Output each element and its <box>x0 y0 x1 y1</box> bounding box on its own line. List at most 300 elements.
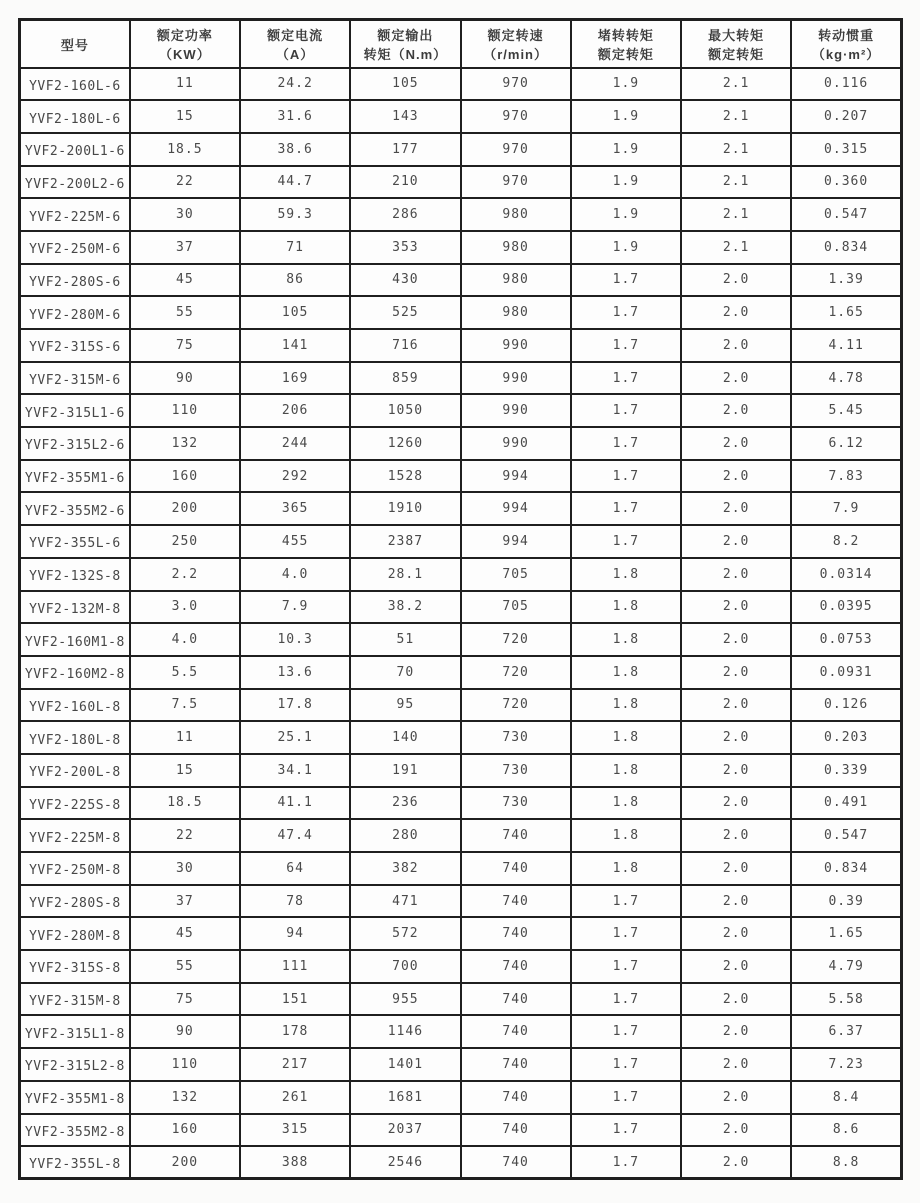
value-cell-locked-rotor-torque-to-rated-torque: 1.8 <box>571 754 681 787</box>
value-cell-rated-speed: 720 <box>461 689 571 722</box>
model-cell <box>20 362 130 395</box>
value-cell-max-torque-to-rated-torque: 2.0 <box>681 296 791 329</box>
value-cell-max-torque-to-rated-torque: 2.0 <box>681 1081 791 1114</box>
value-cell-rated-power: 18.5 <box>130 787 240 820</box>
value-cell-rated-output-torque: 286 <box>350 198 460 231</box>
value-cell-rated-power: 3.0 <box>130 591 240 624</box>
model-cell <box>20 68 130 101</box>
value-cell-locked-rotor-torque-to-rated-torque: 1.7 <box>571 983 681 1016</box>
value-cell-max-torque-to-rated-torque: 2.0 <box>681 492 791 525</box>
value-cell-rated-speed: 740 <box>461 950 571 983</box>
header-label-line: 额定功率 <box>156 28 213 44</box>
model-number: YVF2-200L2-6 <box>24 176 125 192</box>
value-cell-rated-speed: 994 <box>461 525 571 558</box>
value-cell-rated-power: 110 <box>130 1048 240 1081</box>
model-number: YVF2-160M2-8 <box>24 667 125 683</box>
table-row <box>20 362 902 395</box>
model-number: YVF2-160L-8 <box>29 699 121 715</box>
value-cell-rotational-inertia: 1.65 <box>791 296 901 329</box>
model-number: YVF2-200L1-6 <box>24 144 125 160</box>
value-cell-rated-current: 38.6 <box>240 133 350 166</box>
value-cell-locked-rotor-torque-to-rated-torque: 1.9 <box>571 166 681 199</box>
value-cell-rated-power: 30 <box>130 198 240 231</box>
table-row <box>20 623 902 656</box>
value-cell-rated-output-torque: 1528 <box>350 460 460 493</box>
value-cell-rated-power: 15 <box>130 100 240 133</box>
header-label-line: 额定转矩 <box>708 47 765 63</box>
model-cell <box>20 983 130 1016</box>
value-cell-rated-output-torque: 2037 <box>350 1114 460 1147</box>
value-cell-rated-output-torque: 1401 <box>350 1048 460 1081</box>
value-cell-rotational-inertia: 4.78 <box>791 362 901 395</box>
value-cell-rated-speed: 970 <box>461 100 571 133</box>
table-row <box>20 689 902 722</box>
value-cell-rated-output-torque: 572 <box>350 917 460 950</box>
value-cell-locked-rotor-torque-to-rated-torque: 1.7 <box>571 1048 681 1081</box>
model-number: YVF2-280S-6 <box>29 274 121 290</box>
value-cell-rated-output-torque: 236 <box>350 787 460 820</box>
value-cell-rated-output-torque: 2387 <box>350 525 460 558</box>
value-cell-max-torque-to-rated-torque: 2.0 <box>681 819 791 852</box>
value-cell-rated-current: 169 <box>240 362 350 395</box>
value-cell-rotational-inertia: 0.491 <box>791 787 901 820</box>
value-cell-rated-power: 75 <box>130 983 240 1016</box>
model-number: YVF2-280S-8 <box>29 896 121 912</box>
model-number: YVF2-355M1-6 <box>24 471 125 487</box>
value-cell-rated-current: 455 <box>240 525 350 558</box>
model-number: YVF2-355M1-8 <box>24 1092 125 1108</box>
value-cell-rated-current: 7.9 <box>240 591 350 624</box>
model-number: YVF2-355L-6 <box>29 536 121 552</box>
value-cell-rated-output-torque: 716 <box>350 329 460 362</box>
value-cell-rated-output-torque: 1050 <box>350 394 460 427</box>
value-cell-rated-output-torque: 177 <box>350 133 460 166</box>
value-cell-rated-speed: 720 <box>461 656 571 689</box>
table-row <box>20 329 902 362</box>
model-number: YVF2-315M-6 <box>29 373 121 389</box>
value-cell-rated-power: 4.0 <box>130 623 240 656</box>
model-number: YVF2-225M-8 <box>29 830 121 846</box>
value-cell-locked-rotor-torque-to-rated-torque: 1.7 <box>571 885 681 918</box>
value-cell-rated-power: 11 <box>130 721 240 754</box>
value-cell-rated-power: 37 <box>130 885 240 918</box>
value-cell-rated-power: 22 <box>130 166 240 199</box>
header-label-line: 额定电流 <box>267 28 324 44</box>
value-cell-locked-rotor-torque-to-rated-torque: 1.9 <box>571 231 681 264</box>
value-cell-rated-current: 292 <box>240 460 350 493</box>
value-cell-rated-power: 45 <box>130 264 240 297</box>
value-cell-locked-rotor-torque-to-rated-torque: 1.7 <box>571 917 681 950</box>
table-row <box>20 68 902 101</box>
value-cell-rated-current: 25.1 <box>240 721 350 754</box>
model-number: YVF2-315S-6 <box>29 340 121 356</box>
value-cell-rated-current: 315 <box>240 1114 350 1147</box>
value-cell-rated-current: 13.6 <box>240 656 350 689</box>
value-cell-locked-rotor-torque-to-rated-torque: 1.9 <box>571 198 681 231</box>
model-number: YVF2-355M2-8 <box>24 1124 125 1140</box>
value-cell-rated-output-torque: 955 <box>350 983 460 1016</box>
value-cell-rotational-inertia: 5.58 <box>791 983 901 1016</box>
value-cell-rated-current: 111 <box>240 950 350 983</box>
model-number: YVF2-225S-8 <box>29 797 121 813</box>
value-cell-max-torque-to-rated-torque: 2.0 <box>681 754 791 787</box>
value-cell-rotational-inertia: 8.8 <box>791 1146 901 1179</box>
value-cell-locked-rotor-torque-to-rated-torque: 1.7 <box>571 296 681 329</box>
value-cell-rotational-inertia: 0.203 <box>791 721 901 754</box>
table-row <box>20 591 902 624</box>
model-number: YVF2-250M-6 <box>29 242 121 258</box>
model-number: YVF2-315S-8 <box>29 961 121 977</box>
value-cell-rotational-inertia: 7.23 <box>791 1048 901 1081</box>
model-number: YVF2-315L2-8 <box>24 1059 125 1075</box>
column-header-locked-rotor-torque-to-rated-torque <box>571 20 681 68</box>
model-cell <box>20 656 130 689</box>
value-cell-rated-current: 24.2 <box>240 68 350 101</box>
value-cell-rotational-inertia: 8.2 <box>791 525 901 558</box>
value-cell-max-torque-to-rated-torque: 2.0 <box>681 460 791 493</box>
table-row <box>20 1048 902 1081</box>
table-row <box>20 296 902 329</box>
value-cell-rated-power: 37 <box>130 231 240 264</box>
model-cell <box>20 689 130 722</box>
value-cell-rated-speed: 720 <box>461 623 571 656</box>
column-header-rated-power <box>130 20 240 68</box>
value-cell-locked-rotor-torque-to-rated-torque: 1.8 <box>571 689 681 722</box>
model-number: YVF2-315L1-6 <box>24 405 125 421</box>
value-cell-rated-current: 41.1 <box>240 787 350 820</box>
value-cell-max-torque-to-rated-torque: 2.0 <box>681 917 791 950</box>
value-cell-locked-rotor-torque-to-rated-torque: 1.7 <box>571 1146 681 1179</box>
value-cell-max-torque-to-rated-torque: 2.0 <box>681 656 791 689</box>
value-cell-max-torque-to-rated-torque: 2.0 <box>681 787 791 820</box>
value-cell-rated-power: 250 <box>130 525 240 558</box>
value-cell-rated-power: 11 <box>130 68 240 101</box>
value-cell-rated-speed: 740 <box>461 1048 571 1081</box>
value-cell-rotational-inertia: 6.37 <box>791 1015 901 1048</box>
model-cell <box>20 296 130 329</box>
value-cell-locked-rotor-torque-to-rated-torque: 1.9 <box>571 133 681 166</box>
value-cell-max-torque-to-rated-torque: 2.0 <box>681 394 791 427</box>
value-cell-locked-rotor-torque-to-rated-torque: 1.7 <box>571 427 681 460</box>
value-cell-rated-output-torque: 95 <box>350 689 460 722</box>
value-cell-rated-output-torque: 70 <box>350 656 460 689</box>
value-cell-rated-power: 132 <box>130 427 240 460</box>
value-cell-rated-speed: 705 <box>461 558 571 591</box>
value-cell-rated-current: 105 <box>240 296 350 329</box>
value-cell-rotational-inertia: 0.39 <box>791 885 901 918</box>
value-cell-rotational-inertia: 0.0395 <box>791 591 901 624</box>
table-row <box>20 100 902 133</box>
model-number: YVF2-132S-8 <box>29 569 121 585</box>
model-number: YVF2-225M-6 <box>29 209 121 225</box>
table-row <box>20 558 902 591</box>
value-cell-locked-rotor-torque-to-rated-torque: 1.7 <box>571 1081 681 1114</box>
value-cell-rated-current: 59.3 <box>240 198 350 231</box>
model-cell <box>20 1048 130 1081</box>
model-cell <box>20 100 130 133</box>
value-cell-rated-speed: 970 <box>461 68 571 101</box>
header-label-line: 堵转转矩 <box>597 28 654 44</box>
table-row <box>20 754 902 787</box>
model-cell <box>20 394 130 427</box>
value-cell-rated-power: 45 <box>130 917 240 950</box>
value-cell-rated-current: 141 <box>240 329 350 362</box>
value-cell-rated-current: 10.3 <box>240 623 350 656</box>
model-cell <box>20 917 130 950</box>
value-cell-rated-speed: 994 <box>461 492 571 525</box>
value-cell-rated-output-torque: 280 <box>350 819 460 852</box>
value-cell-rated-current: 4.0 <box>240 558 350 591</box>
value-cell-rated-output-torque: 2546 <box>350 1146 460 1179</box>
table-row <box>20 525 902 558</box>
value-cell-max-torque-to-rated-torque: 2.0 <box>681 1048 791 1081</box>
model-number: YVF2-180L-8 <box>29 732 121 748</box>
header-label-line: 转动惯重 <box>818 28 875 44</box>
value-cell-rated-speed: 740 <box>461 983 571 1016</box>
value-cell-locked-rotor-torque-to-rated-torque: 1.7 <box>571 460 681 493</box>
value-cell-rated-output-torque: 859 <box>350 362 460 395</box>
value-cell-rated-power: 7.5 <box>130 689 240 722</box>
value-cell-rated-current: 151 <box>240 983 350 1016</box>
value-cell-rated-power: 55 <box>130 950 240 983</box>
value-cell-rated-power: 75 <box>130 329 240 362</box>
value-cell-max-torque-to-rated-torque: 2.0 <box>681 591 791 624</box>
value-cell-rated-speed: 740 <box>461 1015 571 1048</box>
header-label-line: 最大转矩 <box>708 28 765 44</box>
value-cell-locked-rotor-torque-to-rated-torque: 1.7 <box>571 525 681 558</box>
model-cell <box>20 492 130 525</box>
model-cell <box>20 819 130 852</box>
value-cell-rated-current: 44.7 <box>240 166 350 199</box>
table-row <box>20 852 902 885</box>
table-row <box>20 492 902 525</box>
header-label-line: 型号 <box>60 37 89 53</box>
model-cell <box>20 1081 130 1114</box>
model-number: YVF2-315L2-6 <box>24 438 125 454</box>
value-cell-rotational-inertia: 7.9 <box>791 492 901 525</box>
value-cell-rated-current: 261 <box>240 1081 350 1114</box>
column-header-rotational-inertia <box>791 20 901 68</box>
value-cell-rotational-inertia: 0.315 <box>791 133 901 166</box>
value-cell-rotational-inertia: 8.6 <box>791 1114 901 1147</box>
header-label-line: （A） <box>275 47 315 63</box>
value-cell-rated-power: 200 <box>130 1146 240 1179</box>
table-row <box>20 917 902 950</box>
value-cell-rated-speed: 740 <box>461 1081 571 1114</box>
table-row <box>20 460 902 493</box>
value-cell-locked-rotor-torque-to-rated-torque: 1.8 <box>571 852 681 885</box>
table-row <box>20 133 902 166</box>
model-number: YVF2-355L-8 <box>29 1157 121 1173</box>
value-cell-max-torque-to-rated-torque: 2.0 <box>681 329 791 362</box>
value-cell-rated-output-torque: 700 <box>350 950 460 983</box>
value-cell-rated-current: 178 <box>240 1015 350 1048</box>
value-cell-rotational-inertia: 0.207 <box>791 100 901 133</box>
value-cell-rated-output-torque: 1146 <box>350 1015 460 1048</box>
value-cell-max-torque-to-rated-torque: 2.0 <box>681 362 791 395</box>
model-cell <box>20 1114 130 1147</box>
value-cell-rated-output-torque: 105 <box>350 68 460 101</box>
table-row <box>20 166 902 199</box>
model-cell <box>20 591 130 624</box>
value-cell-rated-current: 388 <box>240 1146 350 1179</box>
value-cell-rotational-inertia: 1.39 <box>791 264 901 297</box>
value-cell-rated-output-torque: 38.2 <box>350 591 460 624</box>
value-cell-max-torque-to-rated-torque: 2.0 <box>681 721 791 754</box>
model-cell <box>20 133 130 166</box>
value-cell-rated-power: 200 <box>130 492 240 525</box>
value-cell-max-torque-to-rated-torque: 2.1 <box>681 133 791 166</box>
value-cell-rotational-inertia: 0.339 <box>791 754 901 787</box>
model-number: YVF2-355M2-6 <box>24 503 125 519</box>
model-cell <box>20 460 130 493</box>
header-label-line: 额定输出 <box>377 28 434 44</box>
value-cell-max-torque-to-rated-torque: 2.0 <box>681 983 791 1016</box>
value-cell-rated-speed: 980 <box>461 264 571 297</box>
value-cell-locked-rotor-torque-to-rated-torque: 1.7 <box>571 1015 681 1048</box>
value-cell-rated-output-torque: 28.1 <box>350 558 460 591</box>
model-cell <box>20 1015 130 1048</box>
model-number: YVF2-200L-8 <box>29 765 121 781</box>
value-cell-locked-rotor-torque-to-rated-torque: 1.8 <box>571 819 681 852</box>
value-cell-locked-rotor-torque-to-rated-torque: 1.9 <box>571 100 681 133</box>
value-cell-rated-speed: 994 <box>461 460 571 493</box>
value-cell-locked-rotor-torque-to-rated-torque: 1.8 <box>571 787 681 820</box>
value-cell-locked-rotor-torque-to-rated-torque: 1.7 <box>571 362 681 395</box>
value-cell-max-torque-to-rated-torque: 2.0 <box>681 1114 791 1147</box>
value-cell-rotational-inertia: 0.0931 <box>791 656 901 689</box>
model-cell <box>20 198 130 231</box>
table-row <box>20 1081 902 1114</box>
value-cell-rated-current: 34.1 <box>240 754 350 787</box>
table-row <box>20 787 902 820</box>
value-cell-rotational-inertia: 1.65 <box>791 917 901 950</box>
value-cell-rated-speed: 980 <box>461 296 571 329</box>
value-cell-locked-rotor-torque-to-rated-torque: 1.7 <box>571 1114 681 1147</box>
value-cell-rotational-inertia: 0.834 <box>791 852 901 885</box>
table-header <box>20 20 902 68</box>
value-cell-max-torque-to-rated-torque: 2.0 <box>681 558 791 591</box>
value-cell-rotational-inertia: 0.126 <box>791 689 901 722</box>
column-header-rated-output-torque <box>350 20 460 68</box>
value-cell-rated-output-torque: 430 <box>350 264 460 297</box>
model-number: YVF2-280M-6 <box>29 307 121 323</box>
value-cell-locked-rotor-torque-to-rated-torque: 1.7 <box>571 950 681 983</box>
value-cell-max-torque-to-rated-torque: 2.0 <box>681 1015 791 1048</box>
table-row <box>20 819 902 852</box>
model-cell <box>20 885 130 918</box>
value-cell-rotational-inertia: 4.79 <box>791 950 901 983</box>
value-cell-rated-current: 31.6 <box>240 100 350 133</box>
value-cell-max-torque-to-rated-torque: 2.0 <box>681 264 791 297</box>
value-cell-rated-current: 86 <box>240 264 350 297</box>
value-cell-locked-rotor-torque-to-rated-torque: 1.7 <box>571 329 681 362</box>
value-cell-locked-rotor-torque-to-rated-torque: 1.8 <box>571 558 681 591</box>
header-label-line: （r/min） <box>483 47 549 63</box>
model-cell <box>20 525 130 558</box>
model-cell <box>20 427 130 460</box>
value-cell-rated-power: 2.2 <box>130 558 240 591</box>
table-row <box>20 983 902 1016</box>
value-cell-rated-speed: 990 <box>461 394 571 427</box>
model-cell <box>20 852 130 885</box>
header-label-line: 额定转矩 <box>597 47 654 63</box>
table-row <box>20 198 902 231</box>
value-cell-rated-speed: 740 <box>461 917 571 950</box>
table-row <box>20 885 902 918</box>
value-cell-rated-output-torque: 191 <box>350 754 460 787</box>
value-cell-rated-output-torque: 140 <box>350 721 460 754</box>
value-cell-rotational-inertia: 0.547 <box>791 198 901 231</box>
value-cell-rated-speed: 740 <box>461 819 571 852</box>
value-cell-rated-output-torque: 1910 <box>350 492 460 525</box>
model-number: YVF2-132M-8 <box>29 601 121 617</box>
value-cell-max-torque-to-rated-torque: 2.1 <box>681 198 791 231</box>
value-cell-rated-speed: 740 <box>461 1146 571 1179</box>
value-cell-rotational-inertia: 7.83 <box>791 460 901 493</box>
value-cell-rated-power: 55 <box>130 296 240 329</box>
value-cell-rated-current: 47.4 <box>240 819 350 852</box>
model-cell <box>20 787 130 820</box>
value-cell-locked-rotor-torque-to-rated-torque: 1.8 <box>571 721 681 754</box>
value-cell-max-torque-to-rated-torque: 2.0 <box>681 950 791 983</box>
table-body <box>20 68 902 1179</box>
model-cell <box>20 329 130 362</box>
value-cell-rated-current: 217 <box>240 1048 350 1081</box>
table-row <box>20 427 902 460</box>
value-cell-rotational-inertia: 0.547 <box>791 819 901 852</box>
model-number: YVF2-160M1-8 <box>24 634 125 650</box>
column-header-model <box>20 20 130 68</box>
value-cell-rated-output-torque: 143 <box>350 100 460 133</box>
value-cell-rated-speed: 740 <box>461 852 571 885</box>
value-cell-rated-speed: 730 <box>461 754 571 787</box>
value-cell-rated-power: 160 <box>130 1114 240 1147</box>
value-cell-rated-power: 110 <box>130 394 240 427</box>
value-cell-rotational-inertia: 0.834 <box>791 231 901 264</box>
value-cell-rated-speed: 730 <box>461 721 571 754</box>
model-number: YVF2-180L-6 <box>29 111 121 127</box>
value-cell-rated-power: 30 <box>130 852 240 885</box>
model-cell <box>20 721 130 754</box>
value-cell-rotational-inertia: 8.4 <box>791 1081 901 1114</box>
table-row <box>20 1146 902 1179</box>
header-label-line: 转矩（N.m） <box>363 47 448 63</box>
model-cell <box>20 950 130 983</box>
table-row <box>20 1114 902 1147</box>
model-number: YVF2-315L1-8 <box>24 1026 125 1042</box>
value-cell-max-torque-to-rated-torque: 2.1 <box>681 100 791 133</box>
value-cell-rotational-inertia: 0.360 <box>791 166 901 199</box>
value-cell-rated-power: 18.5 <box>130 133 240 166</box>
value-cell-max-torque-to-rated-torque: 2.0 <box>681 689 791 722</box>
value-cell-rated-speed: 705 <box>461 591 571 624</box>
value-cell-rated-output-torque: 525 <box>350 296 460 329</box>
model-cell <box>20 264 130 297</box>
value-cell-rotational-inertia: 0.116 <box>791 68 901 101</box>
model-cell <box>20 1146 130 1179</box>
value-cell-rated-speed: 990 <box>461 427 571 460</box>
value-cell-rotational-inertia: 0.0753 <box>791 623 901 656</box>
value-cell-rated-power: 90 <box>130 1015 240 1048</box>
table-row <box>20 231 902 264</box>
model-cell <box>20 166 130 199</box>
model-cell <box>20 558 130 591</box>
value-cell-rated-current: 17.8 <box>240 689 350 722</box>
column-header-rated-current <box>240 20 350 68</box>
value-cell-locked-rotor-torque-to-rated-torque: 1.8 <box>571 623 681 656</box>
motor-spec-table <box>18 18 903 1180</box>
